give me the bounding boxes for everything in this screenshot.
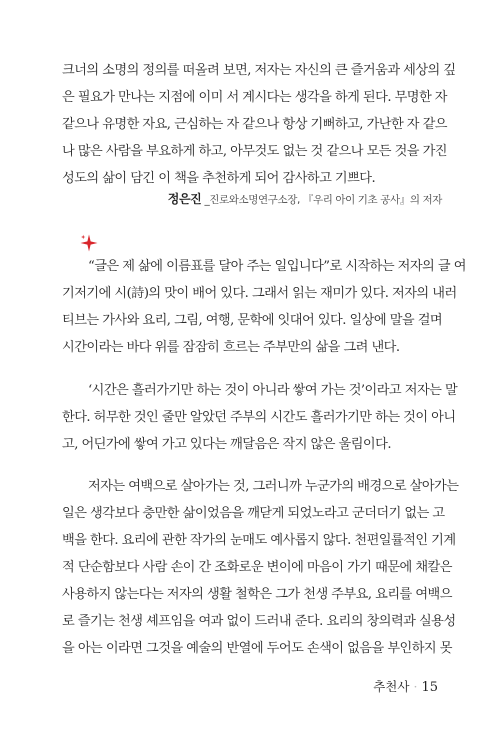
paragraph-3-line: 백을 한다. 요리에 관한 작가의 눈매도 예사롭지 않다. 천편일률적인 기계 (62, 533, 456, 548)
sparkle-icon (80, 234, 98, 252)
paragraph-3-line: 로 즐기는 천생 셰프임을 여과 없이 드러내 준다. 요리의 창의력과 실용성 (62, 614, 456, 629)
intro-line: 크너의 소명의 정의를 떠올려 보면, 저자는 자신의 큰 즐거움과 세상의 깊 (62, 63, 456, 78)
paragraph-1-line: 티브는 가사와 요리, 그림, 여행, 문학에 잇대어 있다. 일상에 말을 걸며 (62, 313, 443, 328)
paragraph-1-line: 기저기에 시(詩)의 맛이 배어 있다. 그래서 읽는 재미가 있다. 저자의 내러 (62, 286, 457, 301)
paragraph-3-line: 사용하지 않는다는 저자의 생활 철학은 그가 천생 주부요, 요리를 여백으 (62, 587, 452, 602)
footer-separator: · (413, 679, 418, 694)
paragraph-1-line: 시간이라는 바다 위를 잠잠히 흐르는 주부만의 삶을 그려 낸다. (62, 340, 400, 355)
intro-line: 은 필요가 만나는 지점에 이미 서 계시다는 생각을 하게 된다. 무명한 자 (62, 90, 447, 105)
paragraph-3-line: 일은 생각보다 충만한 삶이었음을 깨닫게 되었노라고 군더더기 없는 고 (62, 506, 445, 521)
paragraph-3-line: 적 단순함보다 사람 손이 간 조화로운 변이에 마음이 가기 때문에 채칼은 (62, 560, 452, 575)
intro-line: 나 많은 사람을 부요하게 하고, 아무것도 없는 것 같으나 모든 것을 가진 (62, 144, 447, 159)
page-number: 15 (421, 680, 438, 695)
paragraph-3-line: 저자는 여백으로 살아가는 것, 그러니까 누군가의 배경으로 살아가는 (88, 479, 459, 494)
paragraph-2-line: 한다. 허무한 것인 줄만 알았던 주부의 시간도 흘러가기만 하는 것이 아니 (62, 410, 456, 425)
recommender-attribution (168, 191, 442, 208)
paragraph-2-line: ‘시간은 흘러가기만 하는 것이 아니라 쌓여 가는 것’이라고 저자는 말 (88, 383, 458, 398)
section-title: 추천사 (373, 679, 410, 694)
paragraph-3-line: 을 아는 이라면 그것을 예술의 반열에 두어도 손색이 없음을 부인하지 못 (62, 641, 452, 656)
recommender-name: 정은진 (167, 192, 202, 206)
paragraph-2-line: 고, 어딘가에 쌓여 가고 있다는 깨달음은 작지 않은 울림이다. (62, 437, 391, 452)
page-footer (373, 677, 438, 695)
intro-line: 성도의 삶이 담긴 이 책을 추천하게 되어 감사하고 기쁘다. (62, 171, 376, 186)
intro-line: 같으나 유명한 자요, 근심하는 자 같으나 항상 기뻐하고, 가난한 자 같으 (62, 117, 447, 132)
recommender-role: _진로와소명연구소장, 『우리 아이 기초 공사』의 저자 (204, 194, 442, 206)
paragraph-1-line: “글은 제 삶에 이름표를 달아 주는 일입니다”로 시작하는 저자의 글 여 (88, 259, 466, 274)
